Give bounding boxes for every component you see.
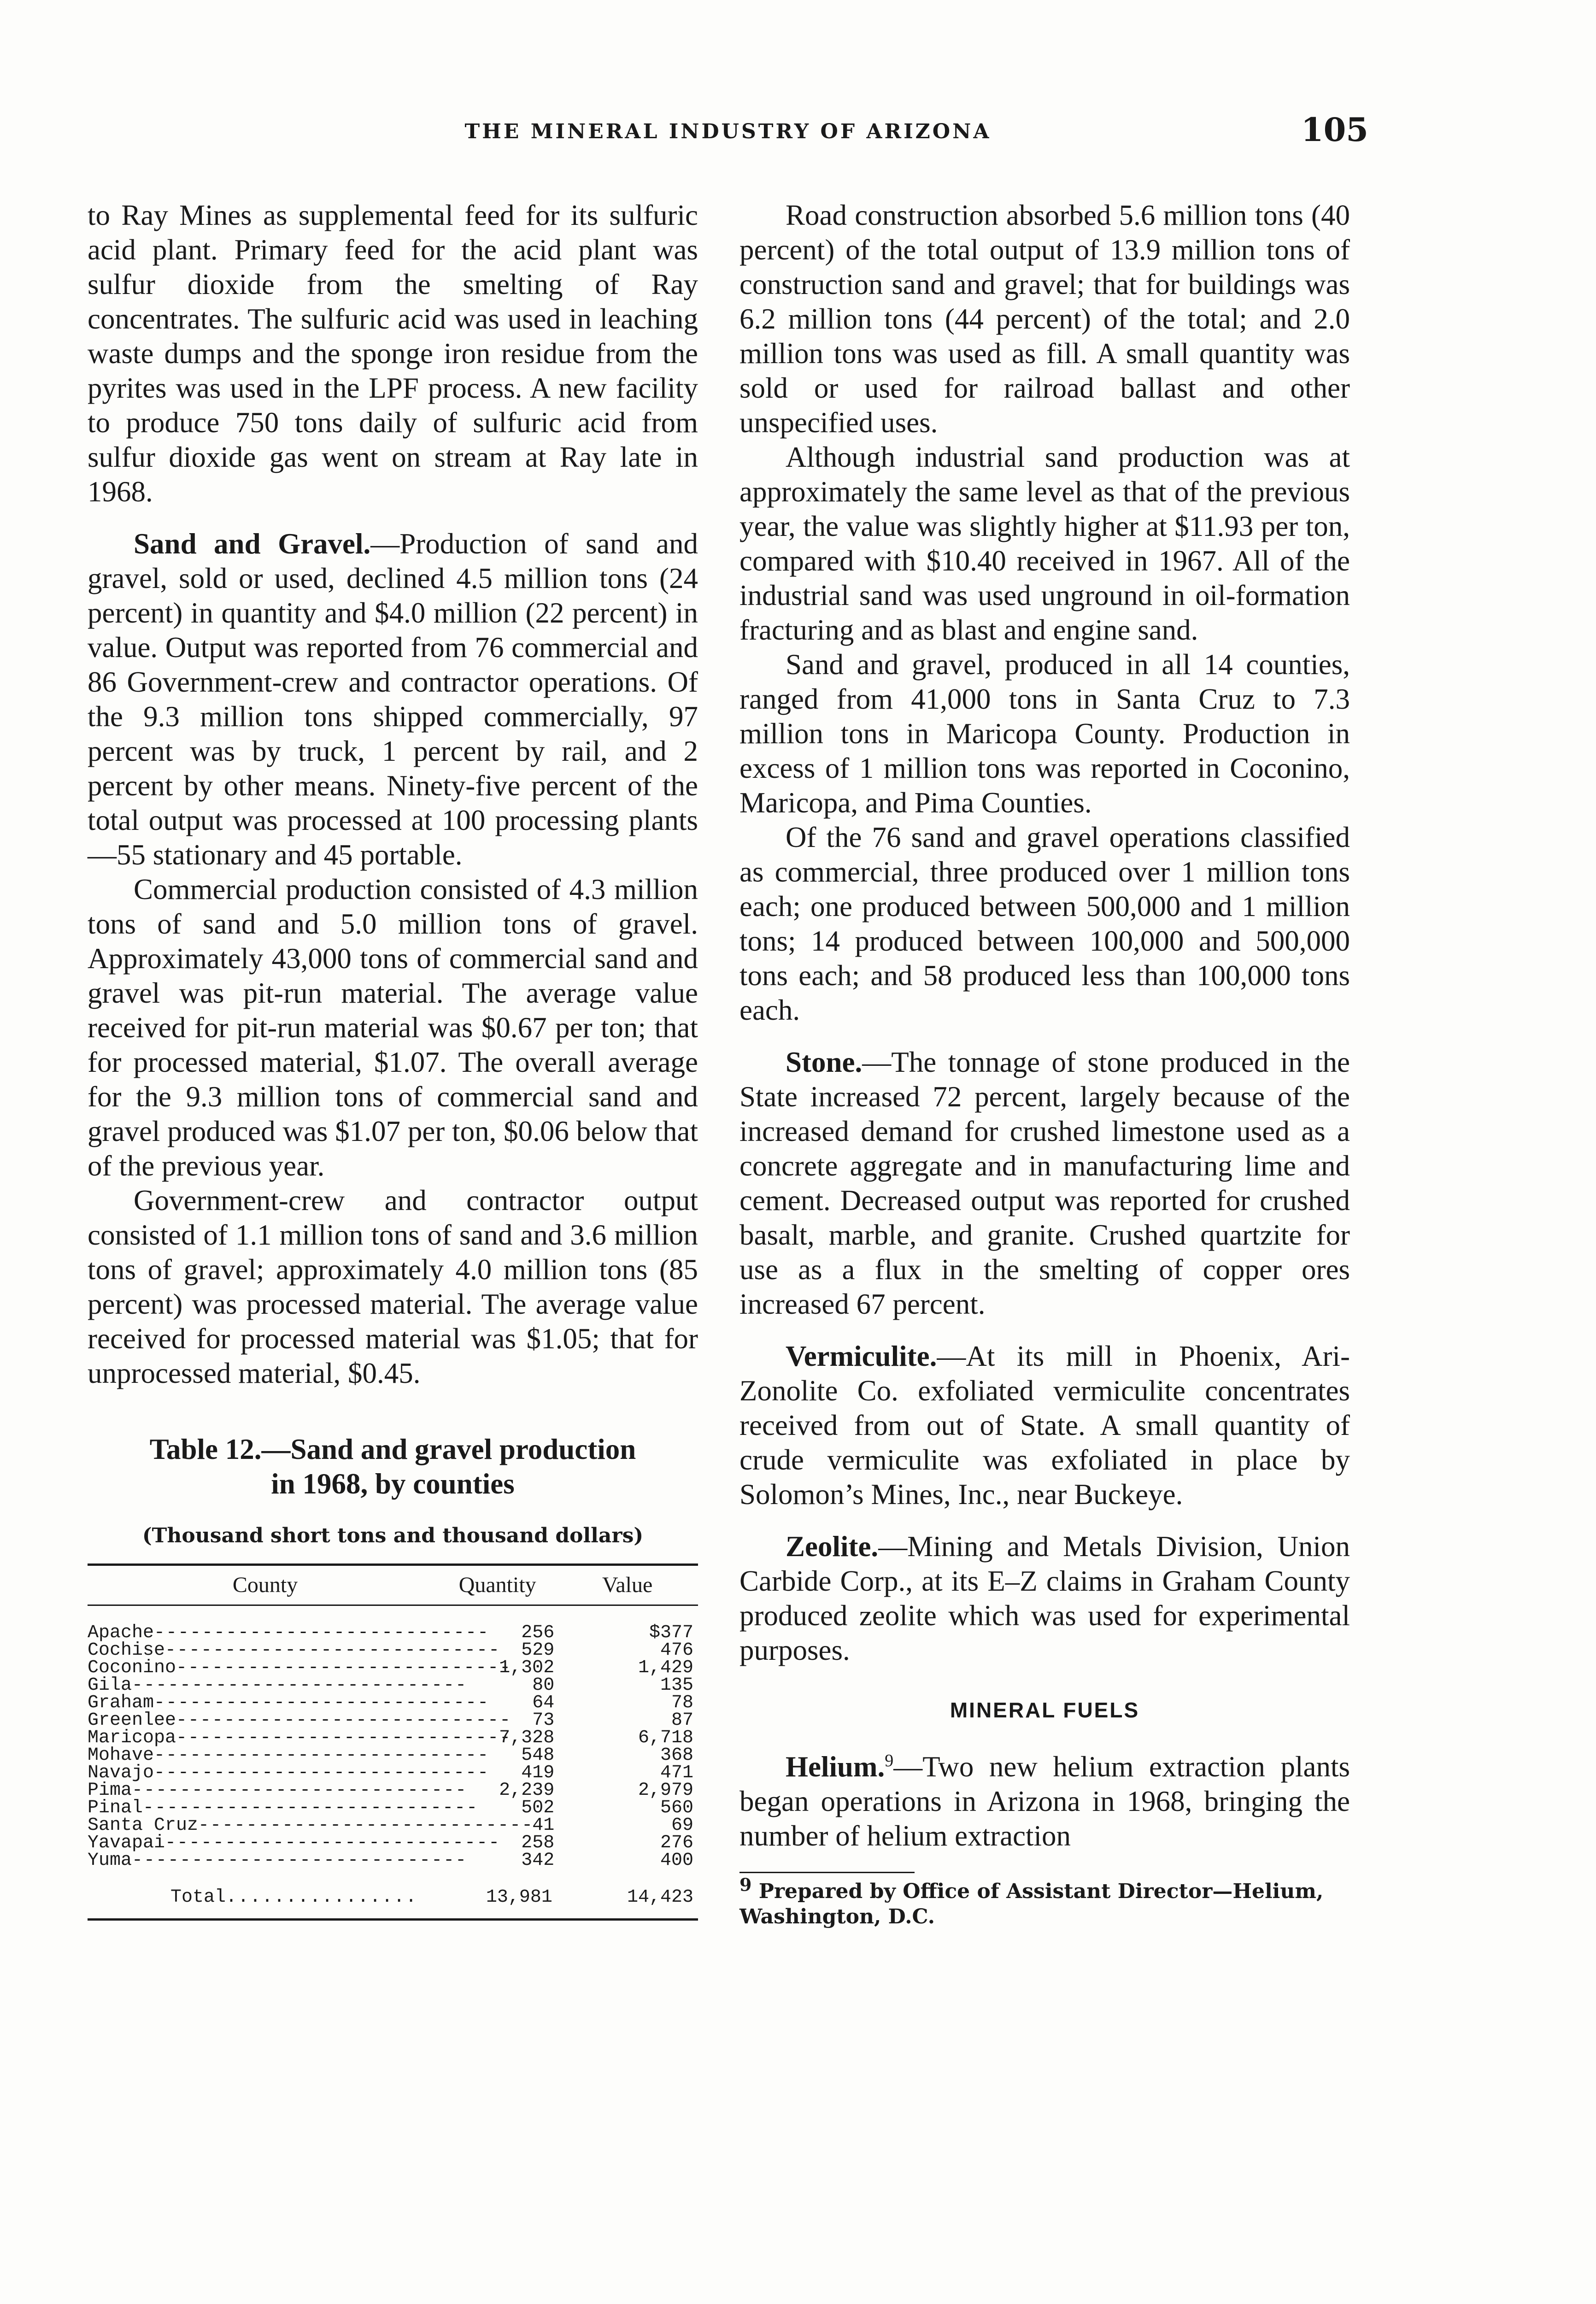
value-cell: 471 — [660, 1763, 693, 1783]
zeolite-heading: Zeolite. — [786, 1530, 879, 1563]
paragraph: Commercial production consisted of 4.3 million tons of sand and 5.0 million tons of gravel. Approximately 43,000 tons of commercial sand and gravel was pit-run material. The average value received for pit-run material was $0.67 per ton; that for processed material, $1.07. The overall average for the 9.3 million tons of commercial sand and gravel produced was $1.07 per ton, $0.06 below that of the previous year. — [88, 873, 698, 1182]
value-cell: 276 — [660, 1833, 693, 1853]
county-cell — [88, 1622, 490, 1643]
table-row — [88, 1677, 698, 1694]
county-cell — [88, 1675, 468, 1696]
paragraph: Road construction absorbed 5.6 million tons (40 percent) of the total output of 13.9 million tons of construction sand and gravel; that for buildings was 6.2 million tons (44 percent) of the total; and 2.0 million tons was used as fill. A small quantity was sold or used for railroad ballast and other unspecified uses. — [739, 199, 1350, 439]
table-header-row — [88, 1566, 698, 1605]
county-cell — [88, 1728, 512, 1748]
county-cell — [88, 1657, 512, 1678]
paragraph: Sand and gravel, produced in all 14 counties, ranged from 41,000 tons in Santa Cruz to 7.3 million tons in Maricopa County. Production in excess of 1 million tons was reported in Coconino, Maricopa, and Pima Counties. — [739, 648, 1350, 819]
table-row — [88, 1712, 698, 1729]
leader-dots: ---------------------------- — [132, 1850, 468, 1871]
stone-paragraph — [739, 1045, 1350, 1322]
value-cell: 135 — [660, 1675, 693, 1696]
table-body — [88, 1606, 698, 1881]
leader-dots: ---------------------------- — [143, 1798, 479, 1818]
county-name: Cochise — [88, 1640, 165, 1661]
running-head — [88, 111, 1368, 166]
table-row — [88, 1694, 698, 1712]
county-name: Navajo — [88, 1763, 154, 1783]
paragraph: Government-crew and contractor output consisted of 1.1 million tons of sand and 3.6 million tons of gravel; approximately 4.0 million tons (85 percent) was processed material. The average value received for processed material was $1.05; that for unprocessed material, $0.45. — [88, 1184, 698, 1389]
quantity-cell: 342 — [521, 1850, 555, 1871]
quantity-cell: 73 — [532, 1710, 555, 1731]
leader-dots: ---------------------------- — [165, 1833, 501, 1853]
zeolite-text: —Mining and Metals Division, Union Carbide Corp., at its E–Z claims in Graham County produced zeolite which was used for experimental purposes. — [739, 1530, 1350, 1666]
leader-dots: ---------------------------- — [132, 1780, 468, 1801]
quantity-cell: 7,328 — [499, 1728, 555, 1748]
county-name: Maricopa — [88, 1728, 176, 1748]
total-value: 14,423 — [627, 1887, 693, 1908]
leader-dots: ---------------------------- — [154, 1622, 490, 1643]
leader-dots: ---------------------------- — [165, 1640, 501, 1661]
vermiculite-paragraph — [739, 1339, 1350, 1512]
county-name: Greenlee — [88, 1710, 176, 1731]
county-name: Gila — [88, 1675, 132, 1696]
footnote-mark: 9 — [739, 1874, 752, 1895]
county-cell — [88, 1640, 501, 1661]
helium-text: —Two new helium extraction plants began operations in Arizona in 1968, bringing the number of helium extraction — [739, 1751, 1350, 1852]
leader-dots: ---------------------------- — [154, 1745, 490, 1766]
value-cell: 6,718 — [638, 1728, 693, 1748]
stone-heading: Stone. — [786, 1046, 863, 1078]
table-row — [88, 1799, 698, 1817]
footnote-ref: 9 — [885, 1751, 894, 1770]
county-cell — [88, 1693, 490, 1713]
county-name: Yavapai — [88, 1833, 165, 1853]
county-name: Apache — [88, 1622, 154, 1643]
quantity-cell: 548 — [521, 1745, 555, 1766]
leader-dots: ---------------------------- — [176, 1710, 512, 1731]
county-name: Coconino — [88, 1657, 176, 1678]
table-row — [88, 1624, 698, 1642]
county-name: Yuma — [88, 1850, 132, 1871]
value-cell: 78 — [671, 1693, 693, 1713]
quantity-cell: 529 — [521, 1640, 555, 1661]
total-label-text: Total — [170, 1887, 226, 1908]
county-name: Pima — [88, 1780, 132, 1801]
table-title-line: Table 12.—Sand and gravel production — [149, 1433, 636, 1465]
production-table — [88, 1563, 698, 1921]
paragraph: Although industrial sand production was at approximately the same level as that of the previous year, the value was slightly higher at $11.93 per ton, compared with $10.40 received in 1967. All of the industrial sand was used unground in oil-formation fracturing and as blast and engine sand. — [739, 441, 1350, 646]
vermiculite-heading: Vermiculite. — [786, 1340, 937, 1372]
value-cell: 1,429 — [638, 1657, 693, 1678]
table-row — [88, 1659, 698, 1677]
value-cell: 560 — [660, 1798, 693, 1818]
quantity-cell: 2,239 — [499, 1780, 555, 1801]
total-quantity: 13,981 — [486, 1887, 552, 1908]
quantity-cell: 256 — [521, 1622, 555, 1643]
quantity-cell: 419 — [521, 1763, 555, 1783]
total-label — [88, 1889, 443, 1906]
value-cell: 2,979 — [638, 1780, 693, 1801]
county-cell — [88, 1763, 490, 1783]
county-cell — [88, 1780, 468, 1801]
quantity-cell: 64 — [532, 1693, 555, 1713]
header-value: Value — [602, 1573, 653, 1597]
county-name: Graham — [88, 1693, 154, 1713]
table-subtitle: (Thousand short tons and thousand dollars) — [142, 1524, 644, 1547]
helium-paragraph — [739, 1750, 1350, 1853]
county-cell — [88, 1815, 534, 1836]
table-row — [88, 1817, 698, 1834]
zeolite-paragraph — [739, 1529, 1350, 1668]
table-title-line: in 1968, by counties — [271, 1468, 515, 1500]
county-name: Mohave — [88, 1745, 154, 1766]
table-row — [88, 1747, 698, 1764]
quantity-cell: 1,302 — [499, 1657, 555, 1678]
county-name: Pinal — [88, 1798, 143, 1818]
table-row — [88, 1642, 698, 1659]
leader-dots: ---------------------------- — [176, 1657, 512, 1678]
value-cell: 69 — [671, 1815, 693, 1836]
table-title — [88, 1432, 698, 1501]
stone-text: —The tonnage of stone produced in the State increased 72 percent, largely because of the increased demand for crushed limestone used as a concrete aggregate and in manufacturing lime and cement. Decreased output was reported for crushed basalt, marble, and granite. Crushed quartzite for use as a flux in the smelting of copper ores increased 67 percent. — [739, 1046, 1350, 1320]
section-heading-mineral-fuels: MINERAL FUELS — [950, 1698, 1140, 1722]
county-cell — [88, 1710, 512, 1731]
quantity-cell: 258 — [521, 1833, 555, 1853]
footnote-text: Prepared by Office of Assistant Director—Helium, Washington, D.C. — [739, 1880, 1324, 1928]
county-cell — [88, 1745, 490, 1766]
county-cell — [88, 1833, 501, 1853]
quantity-cell: 80 — [532, 1675, 555, 1696]
header-quantity: Quantity — [458, 1573, 536, 1597]
paragraph: Of the 76 sand and gravel operations classified as commercial, three produced over 1 million tons each; one produced between 500,000 and 1 million tons; 14 produced between 100,000 and 500,000 tons each; and 58 produced less than 100,000 tons each. — [739, 821, 1350, 1026]
table-row — [88, 1729, 698, 1747]
quantity-cell: 41 — [532, 1815, 555, 1836]
value-cell: $377 — [649, 1622, 693, 1643]
footnote-rule — [739, 1872, 915, 1873]
leader-dots: ................ — [226, 1887, 418, 1908]
value-cell: 476 — [660, 1640, 693, 1661]
county-name: Santa Cruz — [88, 1815, 199, 1836]
value-cell: 400 — [660, 1850, 693, 1871]
leader-dots: ---------------------------- — [154, 1693, 490, 1713]
left-column — [88, 198, 698, 1921]
leader-dots: ---------------------------- — [132, 1675, 468, 1696]
leader-dots: ---------------------------- — [198, 1815, 534, 1836]
quantity-cell: 502 — [521, 1798, 555, 1818]
sand-gravel-text: —Production of sand and gravel, sold or used, declined 4.5 million tons (24 percent) in quantity and $4.0 million (22 percent) in value. Output was reported from 76 commercial and 86 Government-crew and contractor operations. Of the 9.3 million tons shipped commercially, 97 percent was by truck, 1 percent by rail, and 2 percent by other means. Ninety-five percent of the total output was processed at 100 processing plants—55 stationary and 45 portable. — [88, 528, 698, 871]
value-cell: 87 — [671, 1710, 693, 1731]
value-cell: 368 — [660, 1745, 693, 1766]
header-county: County — [232, 1573, 298, 1597]
leader-dots: ---------------------------- — [176, 1728, 512, 1748]
page-number: 105 — [1301, 111, 1368, 149]
sand-gravel-paragraph — [88, 527, 698, 872]
paragraph: to Ray Mines as supplemental feed for its sulfuric acid plant. Primary feed for the acid plant was sulfur dioxide from the smelting of Ray concentrates. The sulfuric acid was used in leaching waste dumps and the sponge iron residue from the pyrites was used in the LPF process. A new facility to produce 750 tons daily of sulfuric acid from sulfur dioxide gas went on stream at Ray late in 1968. — [88, 199, 698, 508]
helium-heading: Helium. — [786, 1751, 885, 1783]
sand-gravel-heading: Sand and Gravel. — [134, 528, 371, 560]
table-row — [88, 1764, 698, 1782]
county-cell — [88, 1850, 468, 1871]
table-row — [88, 1852, 698, 1869]
vermiculite-text: —At its mill in Phoenix, Ari-Zonolite Co. exfoliated vermiculite concentrates received from out of State. A small quantity of crude vermiculite was exfoliated in place by Solomon’s Mines, Inc., near Buckeye. — [739, 1340, 1350, 1511]
table-total-row — [88, 1881, 698, 1918]
right-column — [739, 198, 1350, 1929]
table-row — [88, 1782, 698, 1799]
leader-dots: ---------------------------- — [154, 1763, 490, 1783]
footnote — [739, 1874, 1350, 1929]
table-row — [88, 1834, 698, 1852]
county-cell — [88, 1798, 479, 1818]
running-title: THE MINERAL INDUSTRY OF ARIZONA — [464, 120, 992, 143]
table-bottom-rule — [88, 1918, 698, 1921]
